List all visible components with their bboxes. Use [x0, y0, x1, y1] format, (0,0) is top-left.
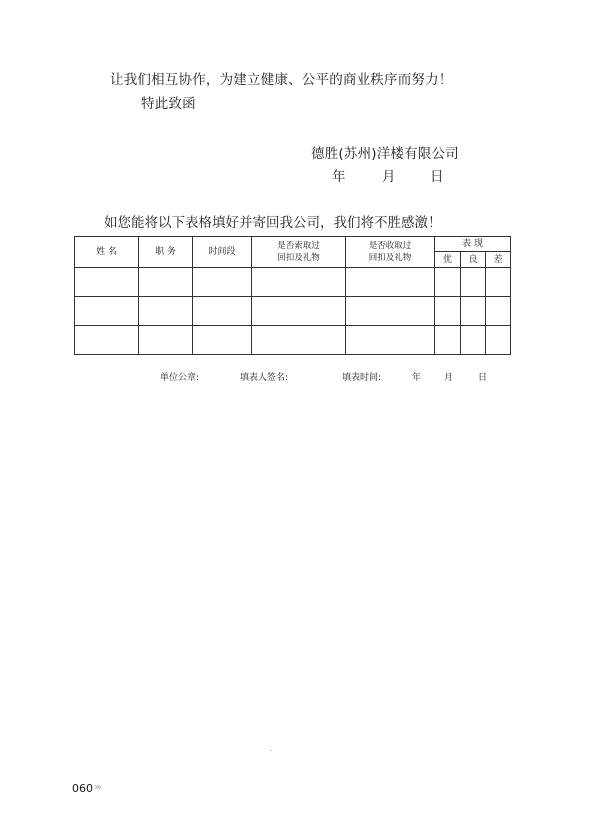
date-month: 月 — [382, 169, 396, 185]
header-name: 姓 名 — [75, 237, 139, 268]
cell-poor[interactable] — [486, 268, 511, 297]
cell-good[interactable] — [461, 268, 486, 297]
cell-good[interactable] — [461, 297, 486, 326]
fill-time-label: 填表时间: — [342, 373, 382, 383]
header-period: 时间段 — [193, 237, 252, 268]
header-solicited-kickbacks — [252, 237, 346, 268]
cell-period[interactable] — [193, 326, 252, 355]
cell-excellent[interactable] — [435, 297, 461, 326]
fill-month: 月 — [444, 373, 454, 383]
seal-label: 单位公章: — [160, 373, 200, 383]
cell-accepted[interactable] — [346, 297, 435, 326]
cell-name[interactable] — [75, 268, 139, 297]
cell-accepted[interactable] — [346, 268, 435, 297]
cell-poor[interactable] — [486, 326, 511, 355]
cell-excellent[interactable] — [435, 268, 461, 297]
header-good: 良 — [461, 252, 486, 268]
header-performance: 表 现 — [435, 237, 511, 252]
fill-year: 年 — [412, 373, 422, 383]
table-row — [75, 297, 511, 326]
header-accepted-line2: 回扣及礼物 — [368, 253, 412, 263]
chevron-right-icon: ››› — [94, 782, 100, 793]
cell-good[interactable] — [461, 326, 486, 355]
date-year: 年 — [332, 169, 346, 185]
scan-speck: . — [270, 744, 273, 753]
header-solicited-line2: 回扣及礼物 — [277, 253, 320, 263]
header-accepted-kickbacks — [346, 237, 435, 268]
header-accepted-line1: 是否收取过 — [368, 241, 412, 251]
cell-poor[interactable] — [486, 297, 511, 326]
cell-solicited[interactable] — [252, 326, 346, 355]
cell-accepted[interactable] — [346, 326, 435, 355]
cell-solicited[interactable] — [252, 268, 346, 297]
cell-position[interactable] — [139, 326, 193, 355]
table-row — [75, 268, 511, 297]
cell-period[interactable] — [193, 297, 252, 326]
header-excellent: 优 — [435, 252, 461, 268]
form-intro: 如您能将以下表格填好并寄回我公司，我们将不胜感激！ — [104, 215, 442, 231]
cell-position[interactable] — [139, 268, 193, 297]
signature-label: 填表人签名: — [240, 373, 289, 383]
company-name: 德胜(苏州)洋楼有限公司 — [311, 146, 459, 162]
form-footer — [160, 370, 487, 383]
fill-day: 日 — [478, 373, 488, 383]
cell-solicited[interactable] — [252, 297, 346, 326]
header-solicited-line1: 是否索取过 — [277, 241, 320, 251]
cell-period[interactable] — [193, 268, 252, 297]
cell-excellent[interactable] — [435, 326, 461, 355]
date-day: 日 — [430, 169, 444, 185]
letter-date — [332, 165, 444, 185]
cell-position[interactable] — [139, 297, 193, 326]
table-row — [75, 326, 511, 355]
header-position: 职 务 — [139, 237, 193, 268]
cell-name[interactable] — [75, 326, 139, 355]
feedback-table — [74, 236, 511, 355]
page-number: 060 — [72, 782, 93, 795]
header-poor: 差 — [486, 252, 511, 268]
letter-sign-off: 特此致函 — [141, 96, 196, 112]
cell-name[interactable] — [75, 297, 139, 326]
letter-closing-line: 让我们相互协作，为建立健康、公平的商业秩序而努力！ — [110, 72, 453, 88]
